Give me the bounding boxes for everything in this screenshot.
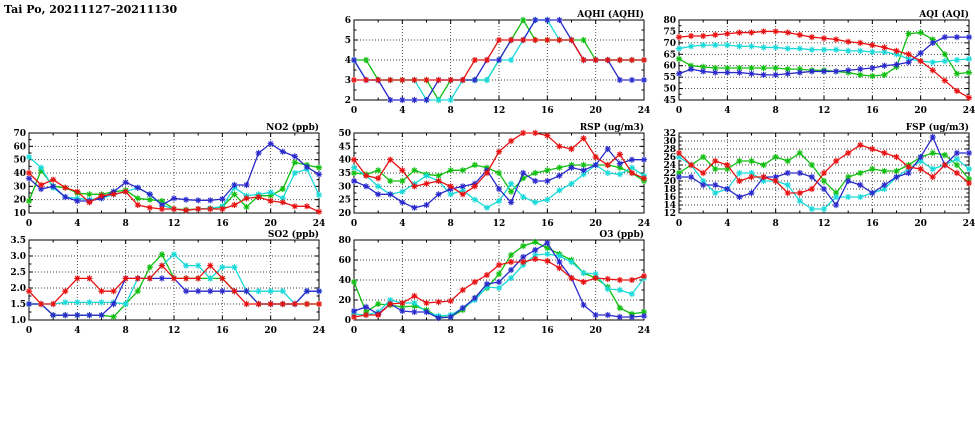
- svg-text:4: 4: [344, 56, 351, 66]
- svg-text:45: 45: [663, 96, 676, 106]
- svg-text:20: 20: [914, 219, 927, 229]
- svg-text:24: 24: [637, 219, 650, 229]
- svg-text:3.5: 3.5: [10, 236, 26, 246]
- svg-text:12: 12: [167, 326, 181, 336]
- svg-text:60: 60: [338, 256, 351, 266]
- svg-text:55: 55: [663, 73, 676, 84]
- svg-text:2.0: 2.0: [10, 284, 26, 294]
- svg-text:8: 8: [122, 326, 129, 336]
- svg-text:20: 20: [589, 219, 602, 229]
- svg-text:0: 0: [344, 316, 351, 326]
- svg-text:6: 6: [344, 16, 351, 26]
- chart-title-aqi: AQI (AQI): [919, 10, 969, 20]
- svg-text:75: 75: [663, 27, 676, 38]
- chart-title-so2: SO2 (ppb): [267, 230, 319, 240]
- svg-text:10: 10: [13, 209, 26, 219]
- chart-aqi: [655, 8, 975, 120]
- chart-title-rsp: RSP (ug/m3): [579, 123, 644, 133]
- svg-text:12: 12: [817, 219, 831, 229]
- plot-aqhi: [330, 8, 650, 120]
- chart-o3: [330, 228, 650, 340]
- svg-text:0: 0: [350, 219, 358, 229]
- svg-text:4: 4: [74, 219, 81, 229]
- svg-text:24: 24: [637, 106, 650, 116]
- svg-text:2.5: 2.5: [10, 268, 26, 278]
- svg-text:0: 0: [675, 106, 683, 116]
- svg-text:16: 16: [663, 193, 676, 203]
- chart-so2: [5, 228, 325, 340]
- svg-text:26: 26: [663, 153, 676, 163]
- svg-text:1.5: 1.5: [10, 300, 26, 310]
- chart-aqhi: [330, 8, 650, 120]
- svg-text:24: 24: [637, 326, 650, 336]
- page-title: Tai Po, 20211127–20211130: [4, 3, 178, 16]
- svg-text:4: 4: [399, 106, 406, 116]
- svg-text:16: 16: [866, 106, 879, 116]
- svg-text:16: 16: [541, 219, 554, 229]
- chart-rsp: [330, 121, 650, 233]
- series-blue: [26, 275, 322, 318]
- svg-text:40: 40: [338, 276, 351, 286]
- svg-text:40: 40: [338, 155, 351, 166]
- svg-text:14: 14: [663, 201, 676, 211]
- svg-text:0: 0: [25, 219, 33, 229]
- svg-text:35: 35: [338, 169, 351, 179]
- svg-text:20: 20: [663, 177, 676, 187]
- svg-text:50: 50: [338, 129, 351, 139]
- svg-text:16: 16: [216, 219, 229, 229]
- svg-text:12: 12: [663, 209, 676, 219]
- svg-text:8: 8: [447, 106, 454, 116]
- svg-text:24: 24: [962, 106, 975, 116]
- plot-o3: [330, 228, 650, 340]
- svg-text:20: 20: [589, 106, 602, 116]
- svg-text:65: 65: [663, 50, 676, 61]
- svg-text:0: 0: [675, 219, 683, 229]
- svg-text:20: 20: [264, 326, 277, 336]
- svg-text:70: 70: [13, 129, 26, 139]
- svg-text:24: 24: [663, 161, 676, 171]
- chart-no2: [5, 121, 325, 233]
- chart-title-aqhi: AQHI (AQHI): [577, 10, 644, 20]
- svg-text:32: 32: [663, 129, 676, 139]
- svg-text:2: 2: [344, 96, 351, 106]
- svg-text:20: 20: [264, 219, 277, 229]
- svg-text:8: 8: [447, 219, 454, 229]
- svg-text:30: 30: [13, 182, 26, 193]
- svg-text:70: 70: [663, 38, 676, 49]
- svg-text:16: 16: [216, 326, 229, 336]
- svg-text:25: 25: [338, 195, 351, 206]
- gridlines: [679, 20, 969, 100]
- svg-text:4: 4: [399, 326, 406, 336]
- svg-text:4: 4: [399, 219, 406, 229]
- svg-text:8: 8: [772, 106, 779, 116]
- svg-text:4: 4: [724, 219, 731, 229]
- plot-no2: [5, 121, 325, 233]
- svg-text:8: 8: [122, 219, 129, 229]
- svg-text:5: 5: [344, 36, 351, 46]
- chart-title-fsp: FSP (ug/m3): [905, 123, 969, 133]
- svg-text:30: 30: [338, 182, 351, 193]
- svg-text:20: 20: [13, 195, 26, 206]
- svg-text:20: 20: [338, 209, 351, 219]
- svg-text:22: 22: [663, 169, 676, 179]
- svg-text:24: 24: [312, 219, 325, 229]
- svg-text:28: 28: [663, 145, 676, 155]
- plot-so2: [5, 228, 325, 340]
- plot-fsp: [655, 121, 975, 233]
- svg-text:50: 50: [13, 155, 26, 166]
- chart-fsp: [655, 121, 975, 233]
- svg-text:45: 45: [338, 142, 351, 153]
- svg-text:3: 3: [344, 76, 351, 86]
- svg-text:60: 60: [663, 61, 676, 72]
- svg-text:20: 20: [914, 106, 927, 116]
- svg-text:12: 12: [492, 326, 506, 336]
- svg-text:60: 60: [13, 142, 26, 153]
- svg-text:8: 8: [772, 219, 779, 229]
- svg-text:18: 18: [663, 185, 676, 195]
- svg-text:0: 0: [350, 106, 358, 116]
- svg-text:8: 8: [447, 326, 454, 336]
- svg-text:12: 12: [167, 219, 181, 229]
- svg-text:30: 30: [663, 137, 676, 147]
- series-cyan: [26, 154, 322, 214]
- svg-text:16: 16: [866, 219, 879, 229]
- plot-rsp: [330, 121, 650, 233]
- svg-text:0: 0: [25, 326, 33, 336]
- svg-text:16: 16: [541, 106, 554, 116]
- svg-text:80: 80: [338, 236, 351, 246]
- chart-title-no2: NO2 (ppb): [266, 123, 319, 133]
- svg-text:50: 50: [663, 84, 676, 95]
- svg-text:12: 12: [492, 219, 506, 229]
- svg-text:4: 4: [724, 106, 731, 116]
- svg-text:1.0: 1.0: [10, 316, 26, 326]
- svg-text:80: 80: [663, 16, 676, 26]
- chart-title-o3: O3 (ppb): [599, 230, 644, 240]
- plot-aqi: [655, 8, 975, 120]
- svg-text:4: 4: [74, 326, 81, 336]
- svg-text:0: 0: [350, 326, 358, 336]
- svg-text:12: 12: [817, 106, 831, 116]
- svg-text:20: 20: [338, 296, 351, 306]
- svg-text:40: 40: [13, 169, 26, 179]
- svg-text:12: 12: [492, 106, 506, 116]
- svg-text:20: 20: [589, 326, 602, 336]
- svg-text:24: 24: [312, 326, 325, 336]
- svg-text:16: 16: [541, 326, 554, 336]
- svg-text:3.0: 3.0: [10, 252, 26, 262]
- svg-text:24: 24: [962, 219, 975, 229]
